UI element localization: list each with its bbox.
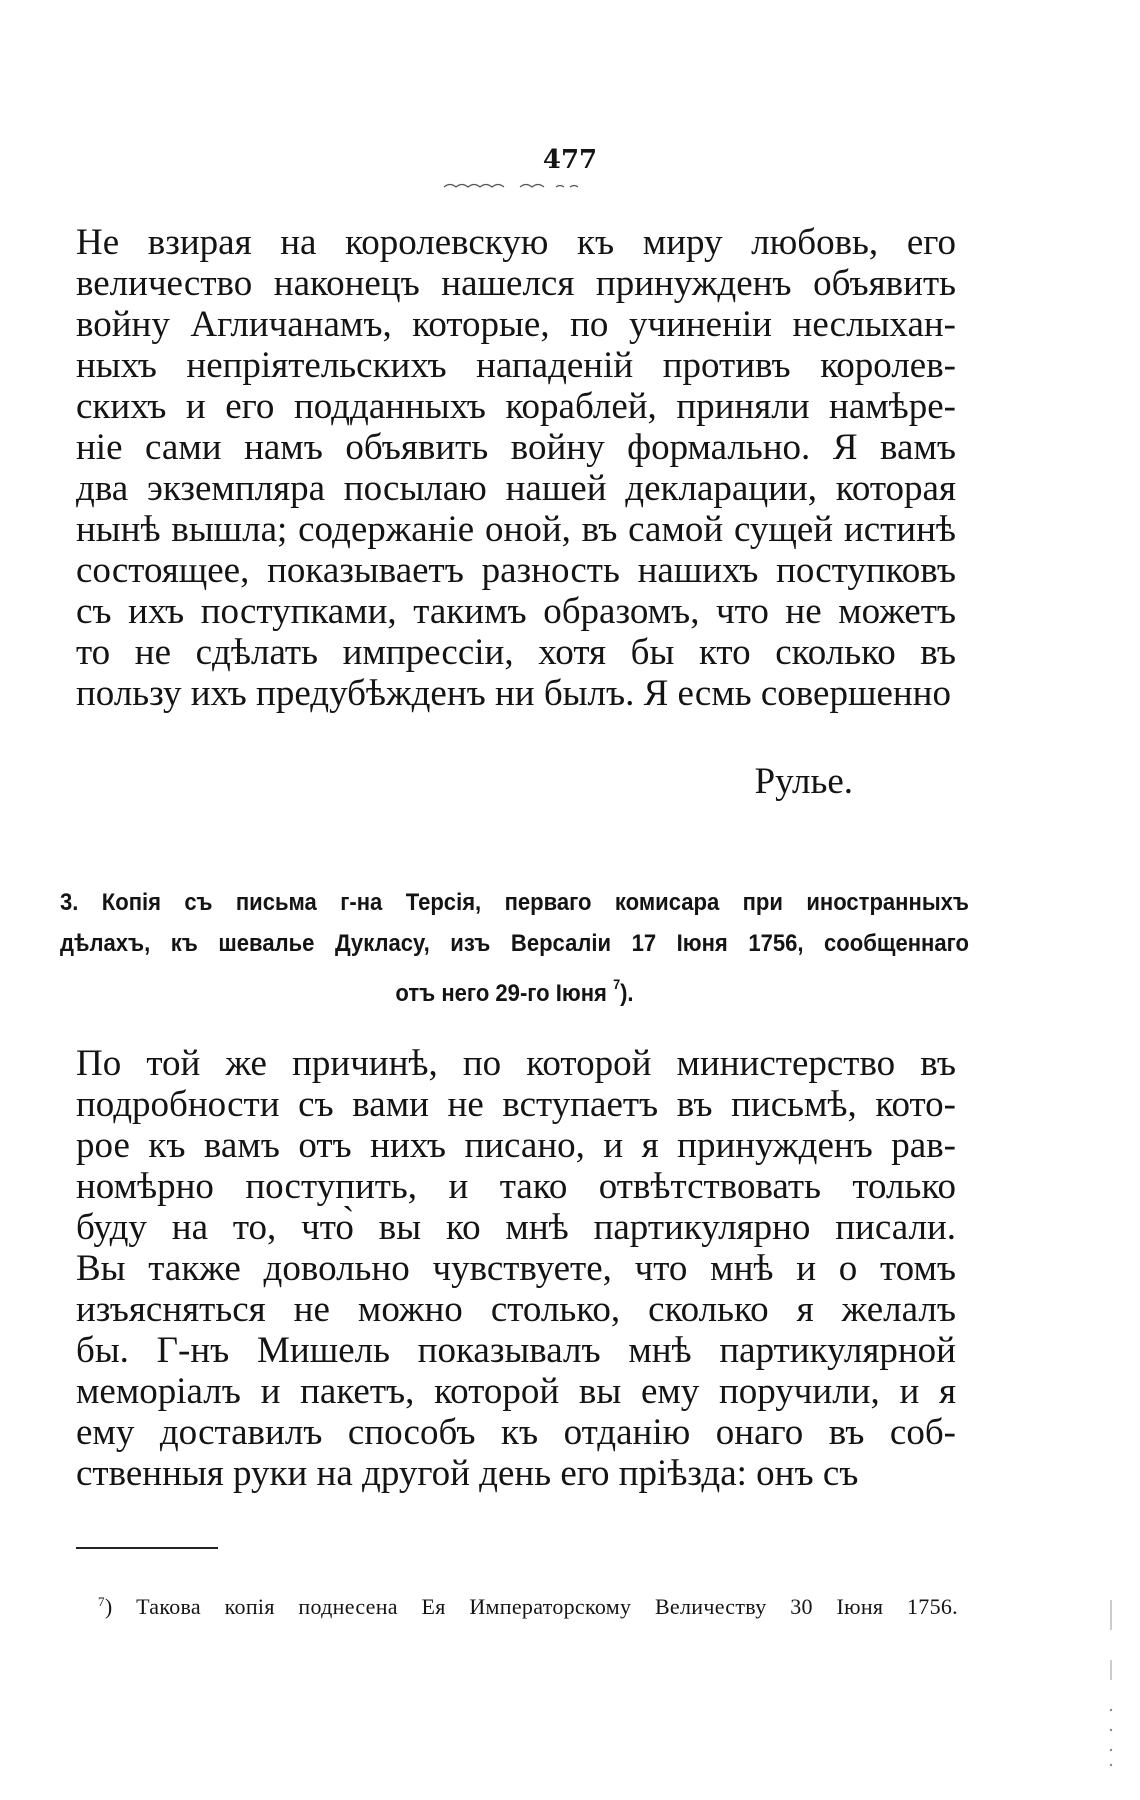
heading-line-3 — [60, 964, 969, 1005]
text-line: ныхъ непріятельскихъ нападеній противъ королев- — [76, 345, 956, 386]
text-line: величество наконецъ нашелся принужденъ объявить — [76, 263, 956, 304]
text-line: ніе сами намъ объявить войну формально. Я вамъ — [76, 427, 956, 468]
letter-1-text — [76, 222, 956, 714]
text-line: ственныя руки на другой день его пріѣзда: онъ съ — [76, 1453, 859, 1494]
text-line: два экземпляра посылаю нашей декларации, которая — [76, 468, 956, 509]
ornament-divider — [440, 181, 580, 191]
text-line: изъясняться не можно столько, сколько я желалъ — [76, 1289, 956, 1330]
footnote-marker: 7 — [98, 1594, 105, 1609]
text-line: номѣрно поступить, и тако отвѣтствовать только — [76, 1166, 956, 1207]
text-line: скихъ и его подданныхъ кораблей, приняли намѣре- — [76, 386, 956, 427]
heading-line-3-end: ). — [620, 980, 634, 1007]
text-line: Вы также довольно чувствуете, что мнѣ и о томъ — [76, 1248, 956, 1289]
text-line: По той же причинѣ, по которой министерство въ — [76, 1043, 956, 1084]
text-line: бы. Г-нъ Мишель показывалъ мнѣ партикулярной — [76, 1330, 956, 1371]
text-line: войну Агличанамъ, которые, по учиненіи неслыхан- — [76, 304, 956, 345]
heading-line-3-text: отъ него 29-го Іюня — [395, 980, 607, 1007]
section-heading — [60, 882, 969, 1007]
text-line: нынѣ вышла; содержаніе оной, въ самой сущей истинѣ — [76, 509, 956, 550]
footnote-ref: 7 — [613, 976, 621, 992]
text-line: меморіалъ и пакетъ, которой вы ему поручили, и я — [76, 1371, 956, 1412]
text-line: подробности съ вами не вступаетъ въ письмѣ, кото- — [76, 1084, 956, 1125]
letter-2-text — [76, 1043, 956, 1494]
scan-margin-marks — [1108, 1600, 1116, 1770]
text-line: то не сдѣлать импрессіи, хотя бы кто сколько въ — [76, 632, 956, 673]
heading-line-1: 3. Копія съ письма г-на Терсія, перваго комисара при иностранныхъ — [60, 889, 969, 916]
signature: Рулье. — [754, 761, 853, 802]
text-line: пользу ихъ предубѣжденъ ни былъ. Я есмь совершенно — [76, 673, 951, 714]
footnote-rule — [76, 1547, 218, 1549]
heading-line-2: дѣлахъ, къ шевалье Дукласу, изъ Версаліи 17 Іюня 1756, сообщеннаго — [60, 930, 969, 957]
footnote-text: ) Такова копія поднесена Ея Императорскому Величеству 30 Іюня 1756. — [104, 1594, 958, 1619]
text-line: Не взирая на королевскую къ миру любовь, его — [76, 222, 956, 263]
text-line: ему доставилъ способъ къ отданію онаго въ соб- — [76, 1412, 956, 1453]
text-line: рое къ вамъ отъ нихъ писано, и я принужденъ рав- — [76, 1125, 956, 1166]
text-line: буду на то, что̀ вы ко мнѣ партикулярно писали. — [76, 1207, 956, 1248]
page-number: 477 — [542, 145, 598, 175]
text-line: состоящее, показываетъ разность нашихъ поступковъ — [76, 550, 956, 591]
footnote — [98, 1588, 958, 1621]
text-line: съ ихъ поступками, такимъ образомъ, что не можетъ — [76, 591, 956, 632]
